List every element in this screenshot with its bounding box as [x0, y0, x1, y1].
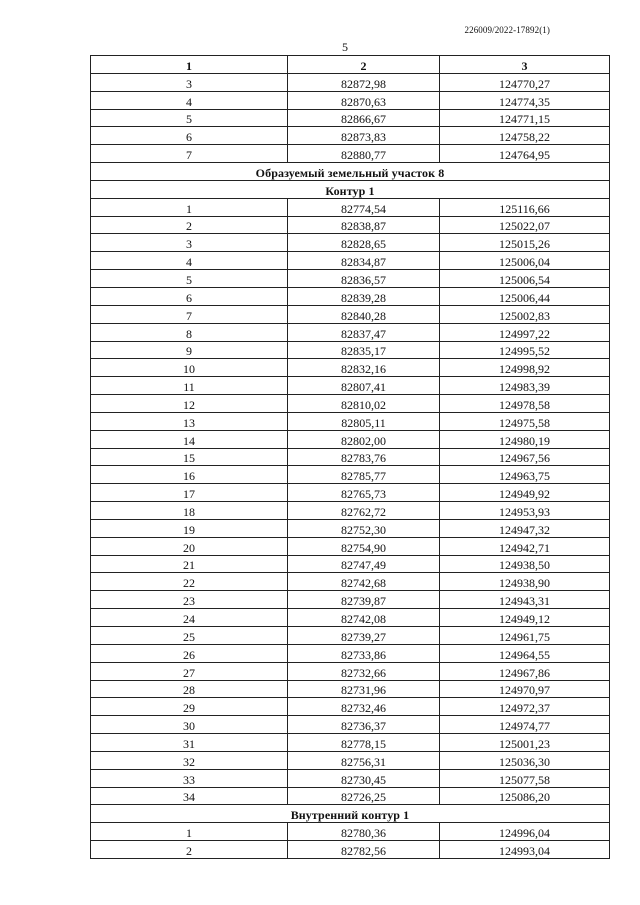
point-number-cell: 5	[91, 109, 288, 127]
y-coordinate-cell: 124774,35	[440, 91, 610, 109]
table-row	[91, 644, 610, 662]
point-number-cell: 2	[91, 841, 288, 859]
y-coordinate-cell: 125006,44	[440, 287, 610, 305]
table-row	[91, 591, 610, 609]
x-coordinate-cell: 82785,77	[288, 466, 440, 484]
x-coordinate-cell: 82731,96	[288, 680, 440, 698]
column-header-x: 2	[288, 56, 440, 74]
x-coordinate-cell: 82747,49	[288, 555, 440, 573]
y-coordinate-cell: 125002,83	[440, 305, 610, 323]
x-coordinate-cell: 82807,41	[288, 377, 440, 395]
point-number-cell: 1	[91, 823, 288, 841]
y-coordinate-cell: 124943,31	[440, 591, 610, 609]
point-number-cell: 6	[91, 127, 288, 145]
point-number-cell: 27	[91, 662, 288, 680]
section-row	[91, 180, 610, 198]
point-number-cell: 24	[91, 609, 288, 627]
point-number-cell: 22	[91, 573, 288, 591]
point-number-cell: 4	[91, 91, 288, 109]
y-coordinate-cell: 124967,86	[440, 662, 610, 680]
table-row	[91, 734, 610, 752]
y-coordinate-cell: 124953,93	[440, 502, 610, 520]
point-number-cell: 11	[91, 377, 288, 395]
point-number-cell: 17	[91, 484, 288, 502]
point-number-cell: 19	[91, 519, 288, 537]
table-row	[91, 627, 610, 645]
table-row	[91, 109, 610, 127]
y-coordinate-cell: 124961,75	[440, 627, 610, 645]
point-number-cell: 30	[91, 716, 288, 734]
table-row	[91, 698, 610, 716]
x-coordinate-cell: 82732,46	[288, 698, 440, 716]
table-row	[91, 341, 610, 359]
point-number-cell: 20	[91, 537, 288, 555]
table-header	[91, 56, 610, 74]
point-number-cell: 21	[91, 555, 288, 573]
point-number-cell: 7	[91, 305, 288, 323]
y-coordinate-cell: 124995,52	[440, 341, 610, 359]
point-number-cell: 25	[91, 627, 288, 645]
point-number-cell: 33	[91, 769, 288, 787]
table-row	[91, 519, 610, 537]
x-coordinate-cell: 82782,56	[288, 841, 440, 859]
coordinates-table	[90, 55, 610, 859]
x-coordinate-cell: 82837,47	[288, 323, 440, 341]
point-number-cell: 34	[91, 787, 288, 805]
y-coordinate-cell: 124949,12	[440, 609, 610, 627]
x-coordinate-cell: 82834,87	[288, 252, 440, 270]
point-number-cell: 9	[91, 341, 288, 359]
point-number-cell: 12	[91, 395, 288, 413]
x-coordinate-cell: 82780,36	[288, 823, 440, 841]
point-number-cell: 3	[91, 234, 288, 252]
y-coordinate-cell: 124993,04	[440, 841, 610, 859]
y-coordinate-cell: 125116,66	[440, 198, 610, 216]
table-row	[91, 73, 610, 91]
table-row	[91, 216, 610, 234]
x-coordinate-cell: 82762,72	[288, 502, 440, 520]
y-coordinate-cell: 124964,55	[440, 644, 610, 662]
section-title: Контур 1	[91, 180, 610, 198]
section-title: Образуемый земельный участок 8	[91, 163, 610, 181]
x-coordinate-cell: 82733,86	[288, 644, 440, 662]
table-row	[91, 359, 610, 377]
table-row	[91, 448, 610, 466]
point-number-cell: 15	[91, 448, 288, 466]
table-row	[91, 823, 610, 841]
y-coordinate-cell: 125001,23	[440, 734, 610, 752]
x-coordinate-cell: 82778,15	[288, 734, 440, 752]
section-title: Внутренний контур 1	[91, 805, 610, 823]
x-coordinate-cell: 82739,87	[288, 591, 440, 609]
point-number-cell: 4	[91, 252, 288, 270]
x-coordinate-cell: 82736,37	[288, 716, 440, 734]
y-coordinate-cell: 125015,26	[440, 234, 610, 252]
table-row	[91, 537, 610, 555]
x-coordinate-cell: 82756,31	[288, 751, 440, 769]
y-coordinate-cell: 124967,56	[440, 448, 610, 466]
table-body	[91, 73, 610, 858]
table-row	[91, 555, 610, 573]
x-coordinate-cell: 82873,83	[288, 127, 440, 145]
page-number: 5	[342, 40, 348, 54]
document-id: 226009/2022-17892(1)	[464, 25, 550, 35]
x-coordinate-cell: 82866,67	[288, 109, 440, 127]
table-row	[91, 127, 610, 145]
point-number-cell: 26	[91, 644, 288, 662]
table-row	[91, 841, 610, 859]
point-number-cell: 31	[91, 734, 288, 752]
table-row	[91, 484, 610, 502]
x-coordinate-cell: 82838,87	[288, 216, 440, 234]
header-row	[91, 56, 610, 74]
point-number-cell: 32	[91, 751, 288, 769]
table-row	[91, 573, 610, 591]
y-coordinate-cell: 125006,54	[440, 270, 610, 288]
point-number-cell: 1	[91, 198, 288, 216]
point-number-cell: 7	[91, 145, 288, 163]
y-coordinate-cell: 124980,19	[440, 430, 610, 448]
table-row	[91, 787, 610, 805]
point-number-cell: 8	[91, 323, 288, 341]
table-row	[91, 145, 610, 163]
table-row	[91, 270, 610, 288]
table-row	[91, 234, 610, 252]
x-coordinate-cell: 82836,57	[288, 270, 440, 288]
x-coordinate-cell: 82726,25	[288, 787, 440, 805]
x-coordinate-cell: 82805,11	[288, 412, 440, 430]
table-row	[91, 502, 610, 520]
column-header-y: 3	[440, 56, 610, 74]
x-coordinate-cell: 82870,63	[288, 91, 440, 109]
table-row	[91, 198, 610, 216]
table-row	[91, 91, 610, 109]
y-coordinate-cell: 125077,58	[440, 769, 610, 787]
y-coordinate-cell: 124758,22	[440, 127, 610, 145]
x-coordinate-cell: 82730,45	[288, 769, 440, 787]
x-coordinate-cell: 82872,98	[288, 73, 440, 91]
y-coordinate-cell: 124974,77	[440, 716, 610, 734]
table-row	[91, 305, 610, 323]
y-coordinate-cell: 124764,95	[440, 145, 610, 163]
table-row	[91, 716, 610, 734]
point-number-cell: 3	[91, 73, 288, 91]
y-coordinate-cell: 124975,58	[440, 412, 610, 430]
table-row	[91, 466, 610, 484]
x-coordinate-cell: 82739,27	[288, 627, 440, 645]
y-coordinate-cell: 124949,92	[440, 484, 610, 502]
y-coordinate-cell: 124942,71	[440, 537, 610, 555]
y-coordinate-cell: 125006,04	[440, 252, 610, 270]
y-coordinate-cell: 124996,04	[440, 823, 610, 841]
table-row	[91, 287, 610, 305]
y-coordinate-cell: 124972,37	[440, 698, 610, 716]
point-number-cell: 18	[91, 502, 288, 520]
x-coordinate-cell: 82754,90	[288, 537, 440, 555]
point-number-cell: 10	[91, 359, 288, 377]
point-number-cell: 5	[91, 270, 288, 288]
x-coordinate-cell: 82742,08	[288, 609, 440, 627]
section-row	[91, 805, 610, 823]
x-coordinate-cell: 82774,54	[288, 198, 440, 216]
point-number-cell: 6	[91, 287, 288, 305]
x-coordinate-cell: 82732,66	[288, 662, 440, 680]
y-coordinate-cell: 125086,20	[440, 787, 610, 805]
table-row	[91, 680, 610, 698]
table-row	[91, 430, 610, 448]
y-coordinate-cell: 124938,50	[440, 555, 610, 573]
table-row	[91, 252, 610, 270]
section-row	[91, 163, 610, 181]
y-coordinate-cell: 124938,90	[440, 573, 610, 591]
column-header-point: 1	[91, 56, 288, 74]
table-row	[91, 662, 610, 680]
y-coordinate-cell: 124771,15	[440, 109, 610, 127]
table-row	[91, 609, 610, 627]
y-coordinate-cell: 124970,97	[440, 680, 610, 698]
y-coordinate-cell: 124978,58	[440, 395, 610, 413]
y-coordinate-cell: 124983,39	[440, 377, 610, 395]
point-number-cell: 23	[91, 591, 288, 609]
x-coordinate-cell: 82880,77	[288, 145, 440, 163]
x-coordinate-cell: 82810,02	[288, 395, 440, 413]
point-number-cell: 2	[91, 216, 288, 234]
point-number-cell: 13	[91, 412, 288, 430]
table-row	[91, 751, 610, 769]
x-coordinate-cell: 82832,16	[288, 359, 440, 377]
y-coordinate-cell: 124997,22	[440, 323, 610, 341]
y-coordinate-cell: 124770,27	[440, 73, 610, 91]
y-coordinate-cell: 125036,30	[440, 751, 610, 769]
point-number-cell: 28	[91, 680, 288, 698]
x-coordinate-cell: 82840,28	[288, 305, 440, 323]
x-coordinate-cell: 82835,17	[288, 341, 440, 359]
x-coordinate-cell: 82742,68	[288, 573, 440, 591]
point-number-cell: 29	[91, 698, 288, 716]
x-coordinate-cell: 82765,73	[288, 484, 440, 502]
x-coordinate-cell: 82828,65	[288, 234, 440, 252]
point-number-cell: 16	[91, 466, 288, 484]
point-number-cell: 14	[91, 430, 288, 448]
table-row	[91, 412, 610, 430]
table-row	[91, 769, 610, 787]
table-row	[91, 395, 610, 413]
x-coordinate-cell: 82839,28	[288, 287, 440, 305]
y-coordinate-cell: 125022,07	[440, 216, 610, 234]
x-coordinate-cell: 82783,76	[288, 448, 440, 466]
table-row	[91, 377, 610, 395]
y-coordinate-cell: 124947,32	[440, 519, 610, 537]
y-coordinate-cell: 124963,75	[440, 466, 610, 484]
table-row	[91, 323, 610, 341]
x-coordinate-cell: 82752,30	[288, 519, 440, 537]
y-coordinate-cell: 124998,92	[440, 359, 610, 377]
x-coordinate-cell: 82802,00	[288, 430, 440, 448]
